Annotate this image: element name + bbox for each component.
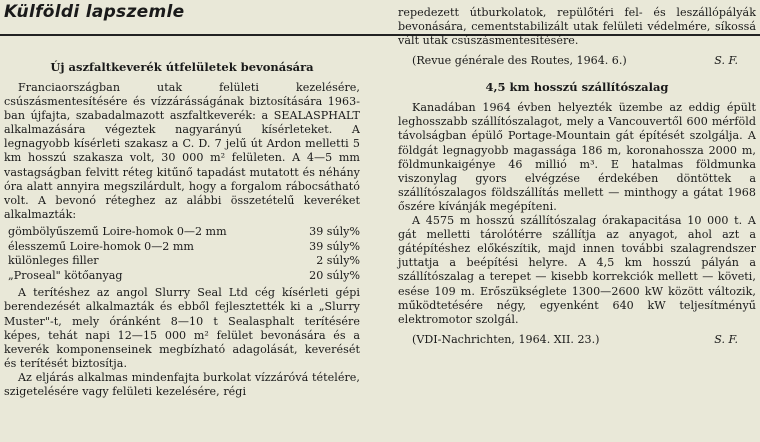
mixture-row — [8, 254, 360, 269]
mixture-component: különleges filler — [8, 254, 99, 268]
author-signature: S. F. — [714, 332, 738, 346]
asphalt-paragraph-3: Az eljárás alkalmas mindenfajta burkolat vízzáróvá tételére, szigetelésére vagy felületi kezelésére, régi — [4, 370, 360, 398]
mixture-amount: 2 súly% — [316, 254, 360, 268]
asphalt-paragraph-2: A terítéshez az angol Slurry Seal Ltd cég kísérleti gépi berendezését alkalmazták és ebből fejlesztették ki a „Slurry Muster"-t, mely óránként 8—10 t Sealasphalt terítésére képes, tehát napi 12—15 000 m² felület bevonására és a keverék komponenseinek megbízható adagolását, keverését és terítését biztosítja. — [4, 286, 360, 370]
mixture-row — [8, 269, 360, 284]
conveyor-paragraph-1: Kanadában 1964 évben helyezték üzembe az eddig épült leghosszabb szállítószalagot, mely a Vancouvertől 600 mérföld távolságban épülő Portage-Mountain gát építését szolgálja. A földgát legnagyobb magassága 186 m, koronahossza 2000 m, földmunkaigénye 46 millió m³. E hatalmas földmunka viszonylag gyors elvégzése érdekében döntöttek a szállítószalagos földszállítás mellett — minthogy a gátat 1968 őszére kívánják megépíteni. — [398, 101, 756, 213]
mixture-amount: 39 súly% — [309, 239, 360, 253]
article-title-conveyor: 4,5 km hosszú szállítószalag — [485, 80, 669, 95]
mixture-component: élesszemű Loire-homok 0—2 mm — [8, 239, 194, 253]
section-header: Külföldi lapszemle — [4, 2, 185, 22]
mixture-amount: 39 súly% — [309, 224, 360, 238]
source-citation-2 — [398, 333, 756, 347]
author-signature: S. F. — [714, 54, 738, 68]
conveyor-paragraph-2: A 4575 m hosszú szállítószalag órakapacitása 10 000 t. A gát melletti tárolótérre szállítja az anyagot, ahol azt a gátépítéshez előkészítik, majd innen további szalagrendszer juttatja a beépítési helyre. A 4,5 km hosszú pályán a szállítószalag a terepet — kisebb korrekciók mellett — követi, esése 109 m. Erőszükséglete 1300—2600 kW között változik, működtetésére négy, egyenként 640 kW teljesítményű elektromotor szolgál. — [398, 214, 756, 326]
mixture-component: „Proseal" kötőanyag — [8, 268, 123, 282]
source-citation-1 — [398, 54, 756, 68]
mixture-row — [8, 225, 360, 240]
left-column — [4, 60, 360, 399]
mixture-row — [8, 240, 360, 255]
asphalt-paragraph-continued: repedezett útburkolatok, repülőtéri fel- és leszállópályák bevonására, cementstabilizált utak felületi védelmére, síkossá vált utak csúszásmentesítésére. — [398, 6, 756, 48]
mixture-amount: 20 súly% — [309, 268, 360, 282]
mixture-component: gömbölyűszemű Loire-homok 0—2 mm — [8, 224, 227, 238]
source-text: (Revue générale des Routes, 1964. 6.) — [412, 54, 627, 68]
mixture-table — [8, 225, 360, 283]
article-title-asphalt: Új aszfaltkeverék útfelületek bevonására — [50, 60, 314, 74]
asphalt-paragraph-1: Franciaországban utak felületi kezelésére, csúszásmentesítésére és vízzárásságának biztosítására 1963-ban újfajta, szabadalmazott aszfaltkeverék: a SEALASPHALT alkalmazására végeztek nagyarányú kísérleteket. A legnagyobb kísérleti szakasz a C. D. 7 jelű út Ardon melletti 5 km hosszú szakasza volt, 30 000 m² felületen. A 4—5 mm vastagságban felvitt réteg kitűnő tapadást mutatott és néhány óra alatt annyira megszilárdult, hogy a forgalom rábocsátható volt. A bevonó réteghez az alábbi összetételű keveréket alkalmazták: — [4, 81, 360, 221]
source-text: (VDI-Nachrichten, 1964. XII. 23.) — [412, 332, 600, 346]
right-column — [398, 6, 756, 347]
